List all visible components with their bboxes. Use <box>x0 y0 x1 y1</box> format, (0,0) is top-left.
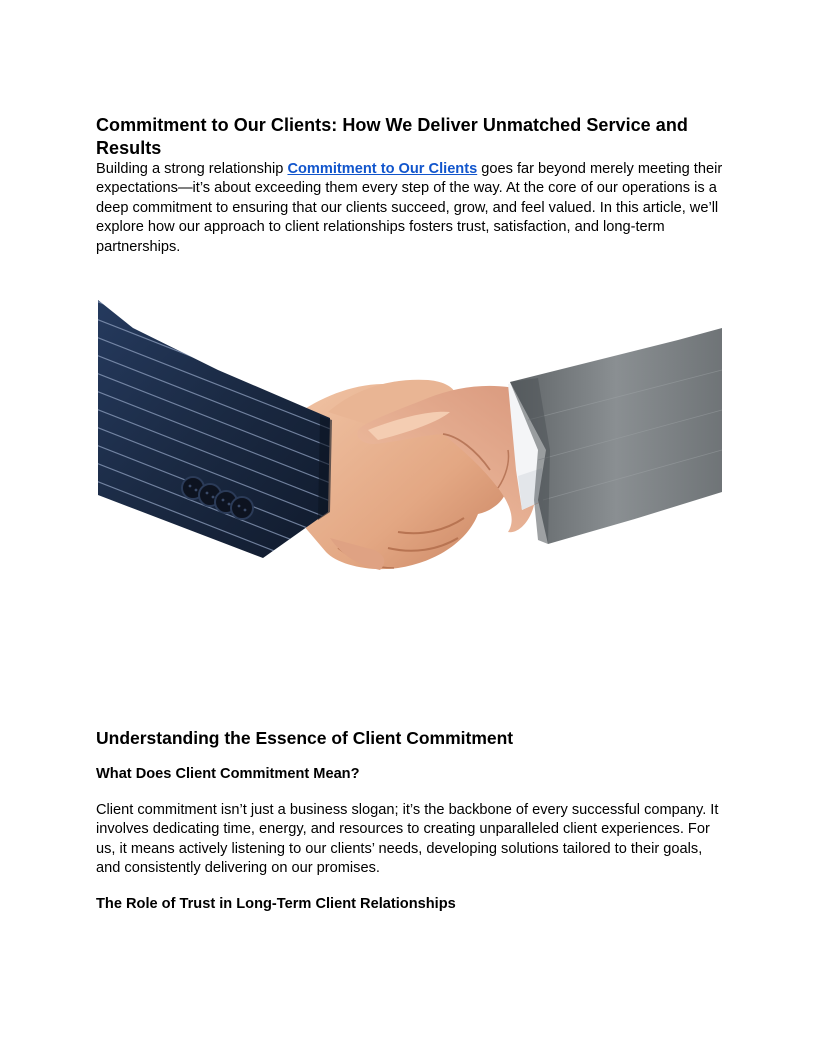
intro-text-before: Building a strong relationship <box>96 161 288 177</box>
handshake-photo <box>98 300 722 575</box>
article-title: Commitment to Our Clients: How We Deliver Unmatched Service and Results <box>96 115 688 158</box>
subheading-trust: The Role of Trust in Long-Term Client Relationships <box>96 896 456 912</box>
section-heading: Understanding the Essence of Client Commitment <box>96 728 514 748</box>
article-header <box>96 114 724 257</box>
commitment-link[interactable]: Commitment to Our Clients <box>287 161 478 177</box>
intro-text-after: goes far beyond merely meeting their expectations—it’s about exceeding them every step of the way. At the core of our operations is a deep commitment to ensuring that our clients succeed, grow, and feel valued. In this article, we’ll explore how our approach to client relationships fosters trust, satisfaction, and long-term partnerships. <box>96 161 723 255</box>
intro-paragraph <box>96 160 724 257</box>
handshake-photo-icon <box>98 300 722 575</box>
subheading-client-commitment: What Does Client Commitment Mean? <box>96 766 360 782</box>
client-commitment-paragraph: Client commitment isn’t just a business slogan; it’s the backbone of every successful company. It involves dedicating time, energy, and resources to creating unparalleled client experiences. For us, it means actively listening to our clients’ needs, developing solutions tailored to their goals, and consistently delivering on our promises. <box>96 802 719 877</box>
